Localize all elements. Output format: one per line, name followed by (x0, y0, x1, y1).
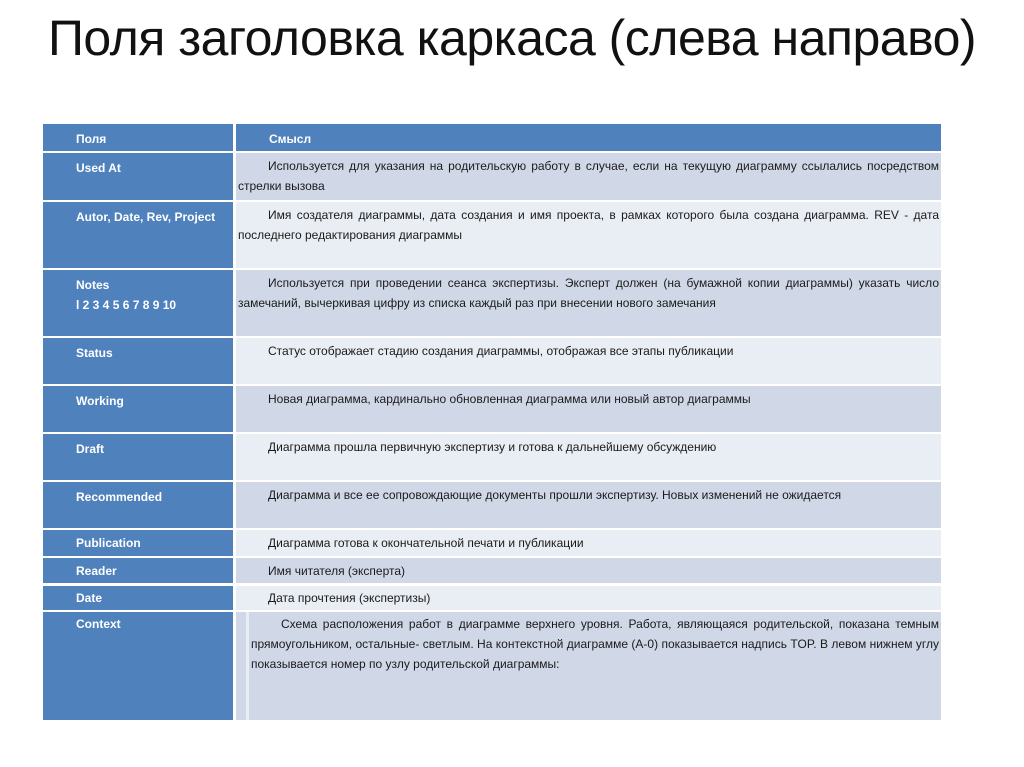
field-meaning (236, 153, 941, 200)
table-row (43, 586, 941, 610)
field-meaning (249, 612, 941, 720)
field-name-text: Notes (76, 278, 110, 292)
context-cell-gutter (236, 612, 249, 720)
column-header-fields: Поля (43, 124, 233, 151)
table-row (43, 612, 941, 720)
field-name: Publication (43, 530, 233, 556)
field-meaning (236, 586, 941, 610)
field-name: Autor, Date, Rev, Project (43, 202, 233, 268)
field-name: Reader (43, 558, 233, 583)
field-meaning (236, 434, 941, 480)
table-row (43, 338, 941, 384)
field-name: Status (43, 338, 233, 384)
field-meaning-text: Диаграмма и все ее сопровождающие документы прошли экспертизу. Новых изменений не ожидается (268, 488, 842, 502)
field-name: Working (43, 386, 233, 432)
field-meaning-text: Схема расположения работ в диаграмме верхнего уровня. Работа, являющаяся родительской, показана темным прямоугольником, остальные- светлым. На контекстной диаграмме (А-0) показывается надпись TOP. В левом нижнем углу показывается номер по узлу родительской диаграммы: (251, 617, 939, 671)
field-meaning-text: Имя создателя диаграммы, дата создания и имя проекта, в рамках которого была создана диаграмма. REV - дата последнего редактирования диаграммы (238, 208, 939, 242)
field-name: Recommended (43, 482, 233, 528)
field-meaning (236, 270, 941, 336)
table-row (43, 386, 941, 432)
field-meaning (236, 482, 941, 528)
field-meaning-text: Используется для указания на родительскую работу в случае, если на текущую диаграмму ссылались посредством стрелки вызова (238, 159, 939, 193)
notes-number-list: l 2 3 4 5 6 7 8 9 10 (76, 298, 177, 312)
field-meaning-text: Используется при проведении сеанса экспертизы. Эксперт должен (на бумажной копии диаграммы) указать число замечаний, вычеркивая цифру из списка каждый раз при внесении нового замечания (238, 276, 939, 310)
table-header-row (43, 124, 941, 151)
field-meaning (236, 530, 941, 556)
table-row (43, 153, 941, 200)
table-row (43, 202, 941, 268)
field-meaning-text: Новая диаграмма, кардинально обновленная диаграмма или новый автор диаграммы (268, 392, 751, 406)
field-meaning (236, 386, 941, 432)
field-meaning-text: Диаграмма прошла первичную экспертизу и готова к дальнейшему обсуждению (268, 440, 717, 454)
field-meaning (236, 202, 941, 268)
table-row (43, 558, 941, 583)
field-meaning-text: Статус отображает стадию создания диаграммы, отображая все этапы публикации (268, 344, 734, 358)
field-meaning (236, 338, 941, 384)
field-meaning-text: Дата прочтения (экспертизы) (268, 591, 431, 605)
table-row (43, 530, 941, 556)
table-row (43, 482, 941, 528)
table-row (43, 434, 941, 480)
field-name: Used At (43, 153, 233, 200)
field-meaning (236, 558, 941, 583)
field-name: Draft (43, 434, 233, 480)
table-row (43, 270, 941, 336)
column-header-meaning: Смысл (236, 124, 941, 151)
field-meaning-text: Диаграмма готова к окончательной печати и публикации (268, 536, 584, 550)
field-meaning-text: Имя читателя (эксперта) (268, 564, 406, 578)
field-name: Context (43, 612, 233, 720)
field-name (43, 270, 233, 336)
slide-title: Поля заголовка каркаса (слева направо) (47, 10, 977, 66)
field-name: Date (43, 586, 233, 610)
